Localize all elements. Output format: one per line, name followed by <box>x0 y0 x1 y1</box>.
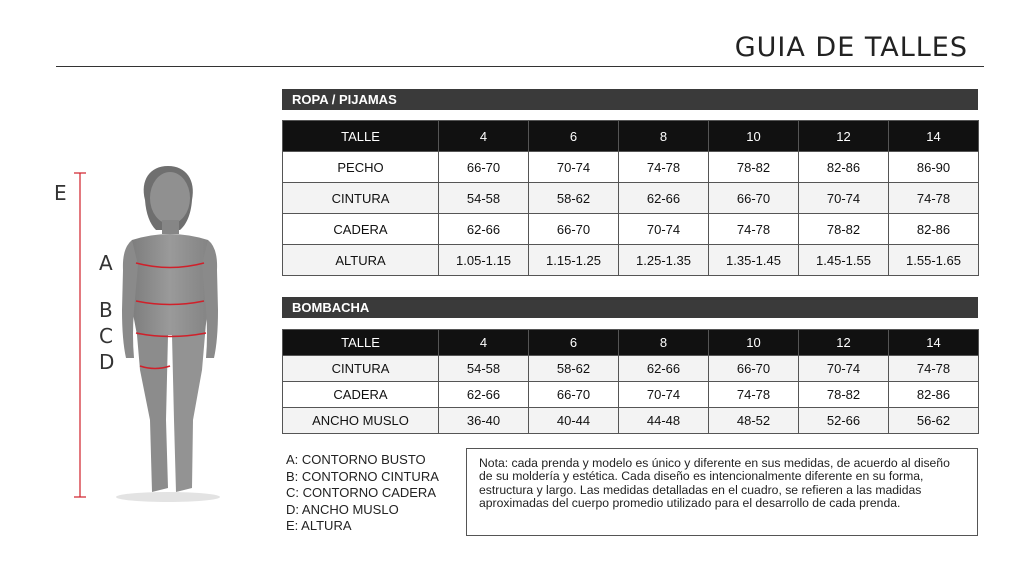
page-title: GUIA DE TALLES <box>734 32 968 63</box>
row-label-cell: ANCHO MUSLO <box>283 408 439 434</box>
header-cell: 4 <box>439 121 529 152</box>
table-row <box>283 382 979 408</box>
table-cell: 70-74 <box>529 152 619 183</box>
table-cell: 1.35-1.45 <box>709 245 799 276</box>
table-header-row <box>283 121 979 152</box>
table-cell: 62-66 <box>439 214 529 245</box>
row-label-cell: CINTURA <box>283 356 439 382</box>
measurement-legend <box>286 452 439 535</box>
table-cell: 82-86 <box>889 382 979 408</box>
label-d: D <box>99 350 115 374</box>
table-cell: 66-70 <box>709 183 799 214</box>
table-cell: 66-70 <box>439 152 529 183</box>
header-cell: 6 <box>529 330 619 356</box>
label-c: C <box>99 324 113 348</box>
header-cell: 14 <box>889 330 979 356</box>
table-cell: 54-58 <box>439 183 529 214</box>
table-row <box>283 356 979 382</box>
table-cell: 1.45-1.55 <box>799 245 889 276</box>
label-a: A <box>99 251 113 275</box>
header-cell: 4 <box>439 330 529 356</box>
table-cell: 78-82 <box>799 214 889 245</box>
row-label-cell: PECHO <box>283 152 439 183</box>
bombacha-size-table <box>282 329 979 434</box>
table-cell: 1.05-1.15 <box>439 245 529 276</box>
table-cell: 36-40 <box>439 408 529 434</box>
table-cell: 82-86 <box>889 214 979 245</box>
table-cell: 58-62 <box>529 183 619 214</box>
header-cell: 12 <box>799 121 889 152</box>
legend-item-a: A: CONTORNO BUSTO <box>286 452 426 467</box>
table-cell: 56-62 <box>889 408 979 434</box>
table-cell: 74-78 <box>619 152 709 183</box>
table-cell: 78-82 <box>709 152 799 183</box>
header-cell: 10 <box>709 330 799 356</box>
table-cell: 62-66 <box>619 183 709 214</box>
ropa-section-title: ROPA / PIJAMAS <box>282 89 978 110</box>
table-row <box>283 245 979 276</box>
table-cell: 54-58 <box>439 356 529 382</box>
table-row <box>283 214 979 245</box>
table-cell: 1.55-1.65 <box>889 245 979 276</box>
table-cell: 66-70 <box>529 382 619 408</box>
legend-item-d: D: ANCHO MUSLO <box>286 501 399 517</box>
table-cell: 52-66 <box>799 408 889 434</box>
table-cell: 70-74 <box>619 214 709 245</box>
header-cell: TALLE <box>283 121 439 152</box>
row-label-cell: CINTURA <box>283 183 439 214</box>
table-cell: 62-66 <box>619 356 709 382</box>
header-cell: 8 <box>619 330 709 356</box>
table-cell: 78-82 <box>799 382 889 408</box>
table-row <box>283 408 979 434</box>
table-cell: 58-62 <box>529 356 619 382</box>
legend-item-c: C: CONTORNO CADERA <box>286 485 436 500</box>
table-cell: 40-44 <box>529 408 619 434</box>
table-cell: 74-78 <box>709 382 799 408</box>
table-cell: 70-74 <box>619 382 709 408</box>
table-cell: 1.15-1.25 <box>529 245 619 276</box>
row-label-cell: CADERA <box>283 214 439 245</box>
label-b: B <box>99 298 113 322</box>
bombacha-section-title: BOMBACHA <box>282 297 978 318</box>
header-cell: 12 <box>799 330 889 356</box>
table-cell: 66-70 <box>529 214 619 245</box>
table-row <box>283 183 979 214</box>
table-cell: 86-90 <box>889 152 979 183</box>
table-header-row <box>283 330 979 356</box>
label-e: E <box>54 181 67 205</box>
table-cell: 74-78 <box>889 356 979 382</box>
table-cell: 74-78 <box>709 214 799 245</box>
child-silhouette-icon <box>0 0 260 576</box>
table-cell: 48-52 <box>709 408 799 434</box>
table-row <box>283 152 979 183</box>
header-cell: TALLE <box>283 330 439 356</box>
table-cell: 62-66 <box>439 382 529 408</box>
table-cell: 74-78 <box>889 183 979 214</box>
table-cell: 70-74 <box>799 356 889 382</box>
header-cell: 8 <box>619 121 709 152</box>
row-label-cell: CADERA <box>283 382 439 408</box>
note-box: Nota: cada prenda y modelo es único y diferente en sus medidas, de acuerdo al diseño de su moldería y estética. Cada diseño es intencionalmente diferente en su forma, estructura y largo. Las medidas detalladas en el cuadro, se refieren a las madidas aproximadas del cuerpo promedio utilizado para el desarrollo de cada prenda. <box>466 448 978 536</box>
header-cell: 14 <box>889 121 979 152</box>
ropa-size-table <box>282 120 979 276</box>
table-cell: 1.25-1.35 <box>619 245 709 276</box>
header-cell: 6 <box>529 121 619 152</box>
table-cell: 66-70 <box>709 356 799 382</box>
header-cell: 10 <box>709 121 799 152</box>
table-cell: 70-74 <box>799 183 889 214</box>
row-label-cell: ALTURA <box>283 245 439 276</box>
legend-item-e: E: ALTURA <box>286 518 352 533</box>
table-cell: 82-86 <box>799 152 889 183</box>
table-cell: 44-48 <box>619 408 709 434</box>
legend-item-b: B: CONTORNO CINTURA <box>286 468 439 484</box>
